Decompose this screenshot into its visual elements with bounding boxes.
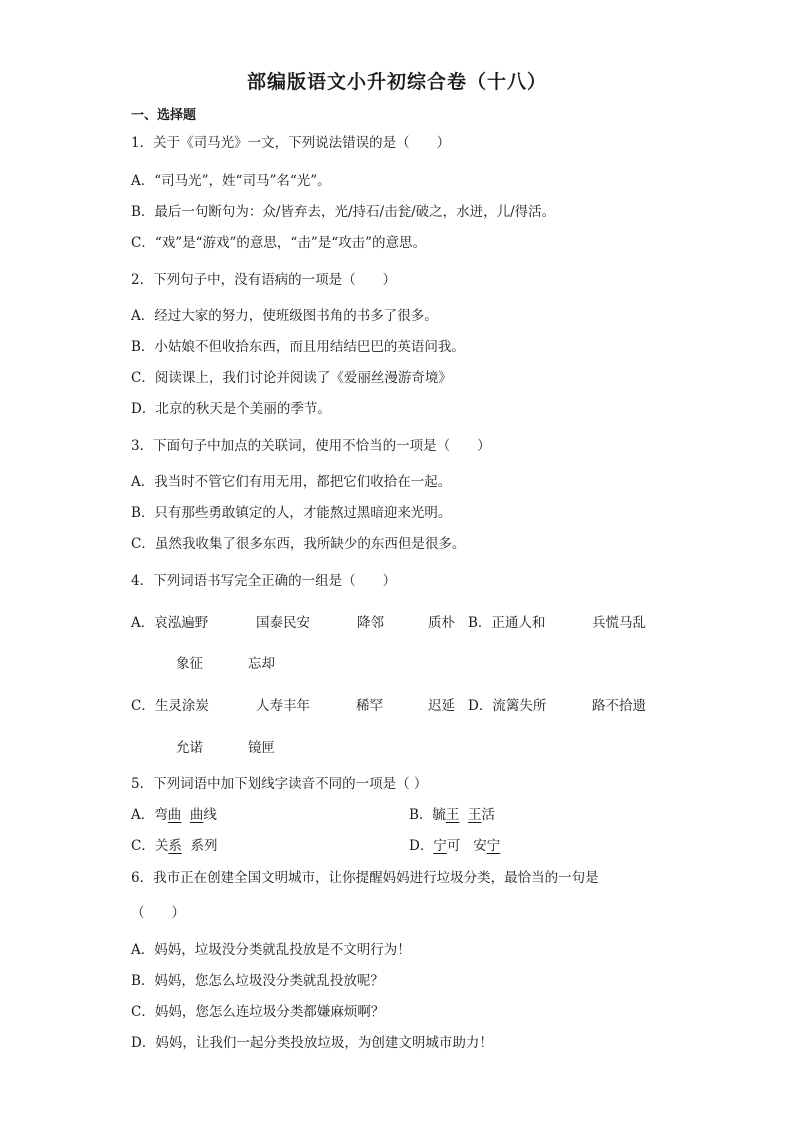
- question-2-option-a: A．经过大家的努力，使班级图书角的书多了很多。: [131, 308, 438, 324]
- underlined-char: 王: [468, 807, 482, 823]
- underlined-char: 宁: [486, 838, 501, 854]
- question-4-word: 忘却: [248, 656, 275, 672]
- question-3-stem: 3．下面句子中加点的关联词，使用不恰当的一项是（ ）: [131, 438, 491, 454]
- question-6-stem: 6．我市正在创建全国文明城市，让你提醒妈妈进行垃圾分类，最恰当的一句是: [131, 870, 599, 886]
- question-4-word: D．流篱失所: [468, 698, 547, 714]
- question-4-word: 国泰民安: [256, 615, 310, 631]
- question-5-option-d: D．宁可 安宁: [409, 838, 501, 854]
- question-5-option-c: C．关系 系列: [131, 838, 218, 854]
- underlined-char: 曲: [189, 807, 204, 823]
- question-1-stem: 1．关于《司马光》一文，下列说法错误的是（ ）: [131, 135, 451, 151]
- question-4-word: B．正通人和: [468, 615, 546, 631]
- question-1-option-a: A．“司马光”，姓“司马”名“光”。: [131, 173, 331, 189]
- question-2-option-c: C．阅读课上，我们讨论并阅读了《爱丽丝漫游奇境》: [131, 370, 452, 386]
- underlined-char: 曲: [167, 807, 182, 823]
- question-6-answer-paren: （ ）: [131, 905, 185, 921]
- question-4-word: C．生灵涂炭: [131, 698, 209, 714]
- underlined-char: 系: [168, 838, 182, 854]
- underlined-char: 王: [445, 807, 460, 823]
- question-4-word: 象征: [176, 656, 203, 672]
- question-5-option-b: B．毓王 王活: [409, 807, 496, 823]
- question-3-option-b: B．只有那些勇敢镇定的人，才能熬过黑暗迎来光明。: [131, 505, 452, 521]
- question-4-word: 降邻: [357, 615, 384, 631]
- question-1-option-b: B．最后一句断句为：众/皆弃去，光/持石/击瓮/破之，水迸，儿/得活。: [131, 204, 556, 220]
- underlined-char: 宁: [433, 838, 447, 854]
- question-3-option-a: A．我当时不管它们有用无用，都把它们收拾在一起。: [131, 474, 452, 490]
- question-6-option-c: C．妈妈，您怎么连垃圾分类都嫌麻烦啊？: [131, 1004, 385, 1020]
- question-4-word: A．哀泓遍野: [131, 615, 209, 631]
- question-5-option-a: A．弯曲 曲线: [131, 807, 217, 823]
- question-4-word: 路不拾遗: [592, 698, 646, 714]
- question-4-word: 迟延: [428, 698, 455, 714]
- question-2-stem: 2．下列句子中，没有语病的一项是（ ）: [131, 272, 397, 288]
- question-3-option-c: C．虽然我收集了很多东西，我所缺少的东西但是很多。: [131, 536, 466, 552]
- question-2-option-d: D．北京的秋天是个美丽的季节。: [131, 401, 331, 417]
- section-heading: 一、选择题: [131, 108, 197, 123]
- page-title: 部编版语文小升初综合卷（十八）: [246, 71, 547, 93]
- question-6-option-a: A．妈妈，垃圾没分类就乱投放是不文明行为！: [131, 942, 411, 958]
- question-4-word: 镜匣: [248, 740, 275, 756]
- question-4-word: 兵慌马乱: [592, 615, 646, 631]
- question-4-word: 质朴: [428, 615, 455, 631]
- question-4-word: 允诺: [176, 740, 203, 756]
- question-4-stem: 4．下列词语书写完全正确的一组是（ ）: [131, 573, 397, 589]
- question-1-option-c: C．“戏”是“游戏”的意思，“击”是“攻击”的意思。: [131, 235, 427, 251]
- question-6-option-d: D．妈妈，让我们一起分类投放垃圾，为创建文明城市助力！: [131, 1035, 493, 1051]
- question-4-word: 人寿丰年: [256, 698, 310, 714]
- question-6-option-b: B．妈妈，您怎么垃圾没分类就乱投放呢？: [131, 973, 384, 989]
- question-4-word: 稀罕: [356, 698, 383, 714]
- question-5-stem: 5．下列词语中加下划线字读音不同的一项是（ ）: [131, 776, 428, 792]
- question-2-option-b: B．小姑娘不但收拾东西，而且用结结巴巴的英语问我。: [131, 339, 465, 355]
